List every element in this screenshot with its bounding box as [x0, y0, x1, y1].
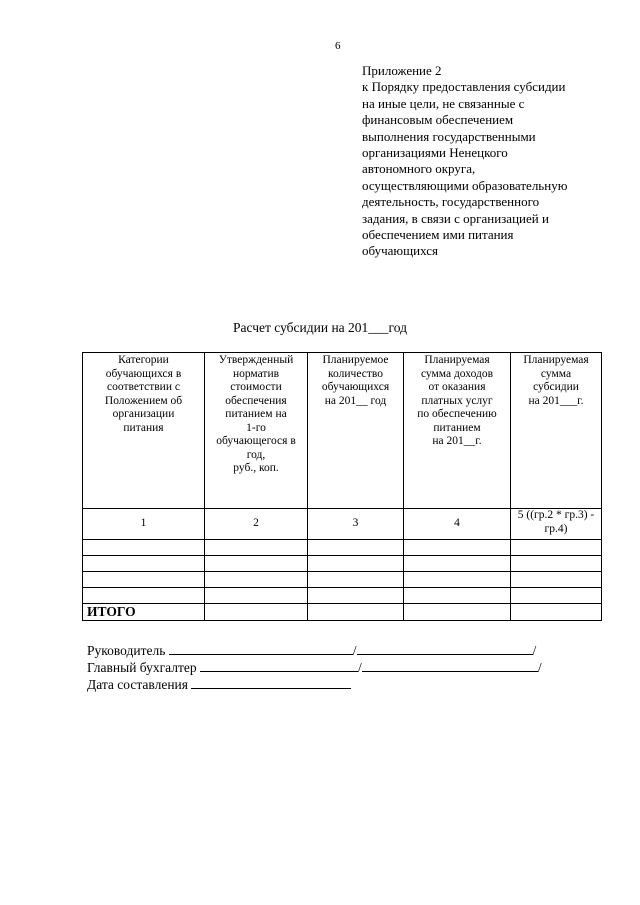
header-line: на 201___г.	[528, 394, 584, 407]
table-row	[83, 572, 602, 588]
total-row	[83, 604, 602, 621]
column-number: 3	[308, 509, 404, 540]
table-cell[interactable]	[404, 604, 511, 621]
header-line: стоимости	[230, 381, 282, 393]
table-cell[interactable]	[308, 540, 404, 556]
header-cell	[308, 353, 404, 509]
table-header-row	[83, 353, 602, 509]
appendix-line: осуществляющими образовательную	[362, 177, 568, 193]
header-line: субсидии	[533, 381, 579, 393]
header-line: норматив	[232, 367, 280, 380]
signature-block	[87, 641, 542, 692]
manager-label: Руководитель	[87, 643, 166, 658]
column-number-row	[83, 509, 602, 540]
table-row	[83, 540, 602, 556]
header-line: Категории	[118, 354, 169, 366]
chief-accountant-signature-line	[87, 658, 542, 675]
header-line: сумма доходов	[420, 367, 494, 380]
header-line: питания	[123, 421, 164, 434]
column-number: 4	[404, 509, 511, 540]
header-line: Планируемое	[322, 354, 389, 366]
header-line: питанием	[433, 421, 481, 434]
manager-name-field[interactable]	[357, 641, 533, 655]
table-cell[interactable]	[205, 604, 308, 621]
table-cell[interactable]	[205, 556, 308, 572]
table-row	[83, 556, 602, 572]
header-line: руб., коп.	[233, 462, 279, 474]
table-cell[interactable]	[205, 540, 308, 556]
document-title: Расчет субсидии на 201___год	[233, 320, 407, 335]
header-line: обучающихся	[321, 381, 390, 393]
column-number: 1	[83, 509, 205, 540]
header-line: организации	[112, 408, 175, 420]
table-cell[interactable]	[83, 556, 205, 572]
date-line	[87, 675, 542, 692]
header-line: обучающегося в	[216, 435, 296, 447]
header-line: платных услуг	[421, 394, 493, 407]
total-label: ИТОГО	[83, 604, 205, 621]
column-number: 2	[205, 509, 308, 540]
manager-signature-field[interactable]	[169, 641, 353, 655]
header-line: обучающихся в	[105, 367, 182, 380]
header-line: питанием на	[225, 408, 287, 420]
table-cell[interactable]	[511, 556, 602, 572]
appendix-line: автономного округа,	[362, 161, 476, 177]
header-line: Положением об	[104, 394, 183, 407]
header-line: Утвержденный	[218, 354, 294, 366]
separator: /	[532, 643, 537, 658]
table-cell[interactable]	[83, 572, 205, 588]
appendix-line: выполнения государственными	[362, 128, 536, 144]
table-cell[interactable]	[511, 572, 602, 588]
header-line: на 201__ год	[324, 394, 387, 407]
column-number: 5 ((гр.2 * гр.3) - гр.4)	[511, 509, 602, 540]
header-cell	[205, 353, 308, 509]
appendix-block	[362, 63, 612, 260]
header-line: 1-го	[246, 421, 266, 434]
header-line: на 201__г.	[432, 435, 482, 447]
appendix-line: обучающихся	[362, 243, 438, 259]
header-line: Планируемая	[424, 354, 490, 366]
table-cell[interactable]	[308, 556, 404, 572]
header-line: количество	[328, 367, 383, 380]
manager-signature-line	[87, 641, 542, 658]
header-line: соответствии с	[107, 381, 180, 393]
table-cell[interactable]	[308, 588, 404, 604]
chief-accountant-name-field[interactable]	[362, 658, 538, 672]
date-field[interactable]	[191, 675, 351, 689]
appendix-line: Приложение 2	[362, 63, 442, 78]
separator: /	[537, 660, 542, 675]
header-cell	[83, 353, 205, 509]
chief-accountant-label: Главный бухгалтер	[87, 660, 197, 675]
header-line: по обеспечению	[417, 408, 497, 420]
appendix-line: задания, в связи с организацией и	[362, 210, 549, 226]
header-line: обеспечения	[225, 394, 287, 407]
table-cell[interactable]	[83, 540, 205, 556]
header-line: сумма	[540, 367, 572, 380]
table-cell[interactable]	[404, 540, 511, 556]
separator: /	[358, 660, 362, 675]
subsidy-table	[82, 352, 602, 621]
table-cell[interactable]	[511, 540, 602, 556]
table-cell[interactable]	[308, 604, 404, 621]
table-cell[interactable]	[404, 556, 511, 572]
table-row	[83, 588, 602, 604]
table-cell[interactable]	[83, 588, 205, 604]
table-cell[interactable]	[511, 588, 602, 604]
appendix-line: деятельность, государственного	[362, 194, 540, 210]
page-number: 6	[335, 40, 341, 52]
table-cell[interactable]	[308, 572, 404, 588]
header-line: год,	[246, 448, 266, 461]
table-cell[interactable]	[205, 588, 308, 604]
table-cell[interactable]	[511, 604, 602, 621]
date-label: Дата составления	[87, 677, 188, 692]
header-cell	[511, 353, 602, 509]
separator: /	[352, 643, 357, 658]
table-cell[interactable]	[404, 588, 511, 604]
appendix-line: к Порядку предоставления субсидии	[362, 79, 566, 95]
chief-accountant-signature-field[interactable]	[200, 658, 358, 672]
appendix-line: финансовым обеспечением	[362, 112, 514, 128]
appendix-line: организациями Ненецкого	[362, 145, 508, 161]
appendix-line: обеспечением ими питания	[362, 227, 514, 243]
header-line: Планируемая	[523, 354, 589, 366]
table-cell[interactable]	[205, 572, 308, 588]
header-cell	[404, 353, 511, 509]
header-line: от оказания	[428, 381, 486, 393]
table-cell[interactable]	[404, 572, 511, 588]
appendix-line: на иные цели, не связанные с	[362, 95, 525, 111]
